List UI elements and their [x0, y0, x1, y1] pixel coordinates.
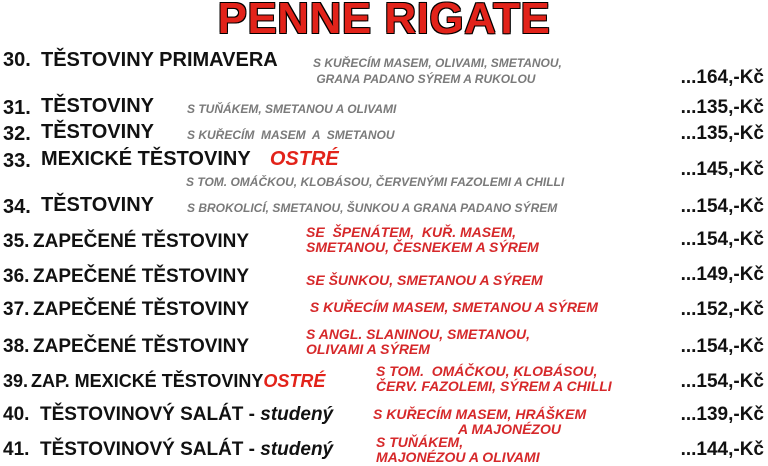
- item-number: 32.: [3, 123, 31, 145]
- item-price: ...149,-Kč: [680, 264, 764, 285]
- item-price: ...154,-Kč: [680, 371, 764, 392]
- item-number: 41.: [3, 439, 30, 460]
- item-number: 36.: [3, 266, 30, 287]
- item-price: ...154,-Kč: [680, 336, 764, 357]
- item-name-text: TĚSTOVINOVÝ SALÁT -: [40, 439, 261, 460]
- item-description: S KUŘECÍM MASEM A SMETANOU: [187, 128, 395, 142]
- page-title: PENNE RIGATE: [217, 0, 551, 43]
- item-name: [40, 404, 333, 426]
- item-price: ...135,-Kč: [680, 97, 764, 118]
- item-name: ZAPEČENÉ TĚSTOVINY: [33, 336, 250, 357]
- item-description: S BROKOLICÍ, SMETANOU, ŠUNKOU A GRANA PADANO SÝREM: [187, 201, 558, 215]
- item-name: [31, 371, 325, 392]
- item-name: ZAPEČENÉ TĚSTOVINY: [33, 231, 250, 252]
- item-name: TĚSTOVINY: [41, 194, 154, 216]
- item-name: TĚSTOVINY: [41, 95, 154, 117]
- item-description: S KUŘECÍM MASEM, OLIVAMI, SMETANOU, GRANA PADANO SÝREM A RUKOLOU: [313, 56, 562, 86]
- item-description: SE ŠUNKOU, SMETANOU A SÝREM: [306, 272, 543, 288]
- item-name: [41, 148, 339, 171]
- item-price: ...154,-Kč: [680, 229, 764, 250]
- item-name-suffix: studený: [260, 404, 334, 425]
- item-description: S KUŘECÍM MASEM, SMETANOU A SÝREM: [306, 299, 598, 315]
- item-price: ...164,-Kč: [680, 67, 764, 88]
- item-number: 35.: [3, 231, 30, 252]
- item-name: TĚSTOVINY PRIMAVERA: [41, 49, 278, 71]
- item-price: ...145,-Kč: [680, 159, 764, 180]
- item-name-text: ZAP. MEXICKÉ TĚSTOVINY: [31, 371, 264, 391]
- item-description: SE ŠPENÁTEM, KUŘ. MASEM, SMETANOU, ČESNEKEM A SÝREM: [306, 224, 539, 255]
- item-number: 38.: [3, 336, 30, 357]
- item-description: S ANGL. SLANINOU, SMETANOU, OLIVAMI A SÝREM: [306, 326, 530, 357]
- item-name: ZAPEČENÉ TĚSTOVINY: [33, 266, 250, 287]
- item-number: 30.: [3, 49, 31, 71]
- item-description: S TUŇÁKEM, SMETANOU A OLIVAMI: [187, 102, 397, 116]
- item-number: 40.: [3, 404, 30, 425]
- item-description: S TUŇÁKEM, MAJONÉZOU A OLIVAMI: [376, 434, 540, 465]
- item-price: ...144,-Kč: [680, 439, 764, 460]
- item-name-suffix: studený: [260, 439, 334, 460]
- item-name-text: TĚSTOVINOVÝ SALÁT -: [40, 404, 261, 425]
- item-name-text: MEXICKÉ TĚSTOVINY: [41, 148, 251, 170]
- item-name: [40, 439, 333, 461]
- item-number: 39.: [3, 371, 29, 391]
- item-number: 37.: [3, 299, 30, 320]
- item-number: 31.: [3, 97, 31, 119]
- spicy-tag: OSTRÉ: [263, 371, 326, 391]
- spicy-tag: OSTRÉ: [269, 148, 339, 170]
- item-price: ...139,-Kč: [680, 404, 764, 425]
- item-description: S TOM. OMÁČKOU, KLOBÁSOU, ČERV. FAZOLEMI, SÝREM A CHILLI: [376, 363, 612, 394]
- item-name: ZAPEČENÉ TĚSTOVINY: [33, 299, 250, 320]
- item-number: 33.: [3, 150, 31, 172]
- item-number: 34.: [3, 196, 31, 218]
- item-description: S KUŘECÍM MASEM, HRÁŠKEM A MAJONÉZOU: [373, 406, 587, 437]
- item-price: ...152,-Kč: [680, 299, 764, 320]
- item-price: ...154,-Kč: [680, 196, 764, 217]
- item-name: TĚSTOVINY: [41, 121, 154, 143]
- item-price: ...135,-Kč: [680, 123, 764, 144]
- item-description: S TOM. OMÁČKOU, KLOBÁSOU, ČERVENÝMI FAZOLEMI A CHILLI: [186, 175, 565, 189]
